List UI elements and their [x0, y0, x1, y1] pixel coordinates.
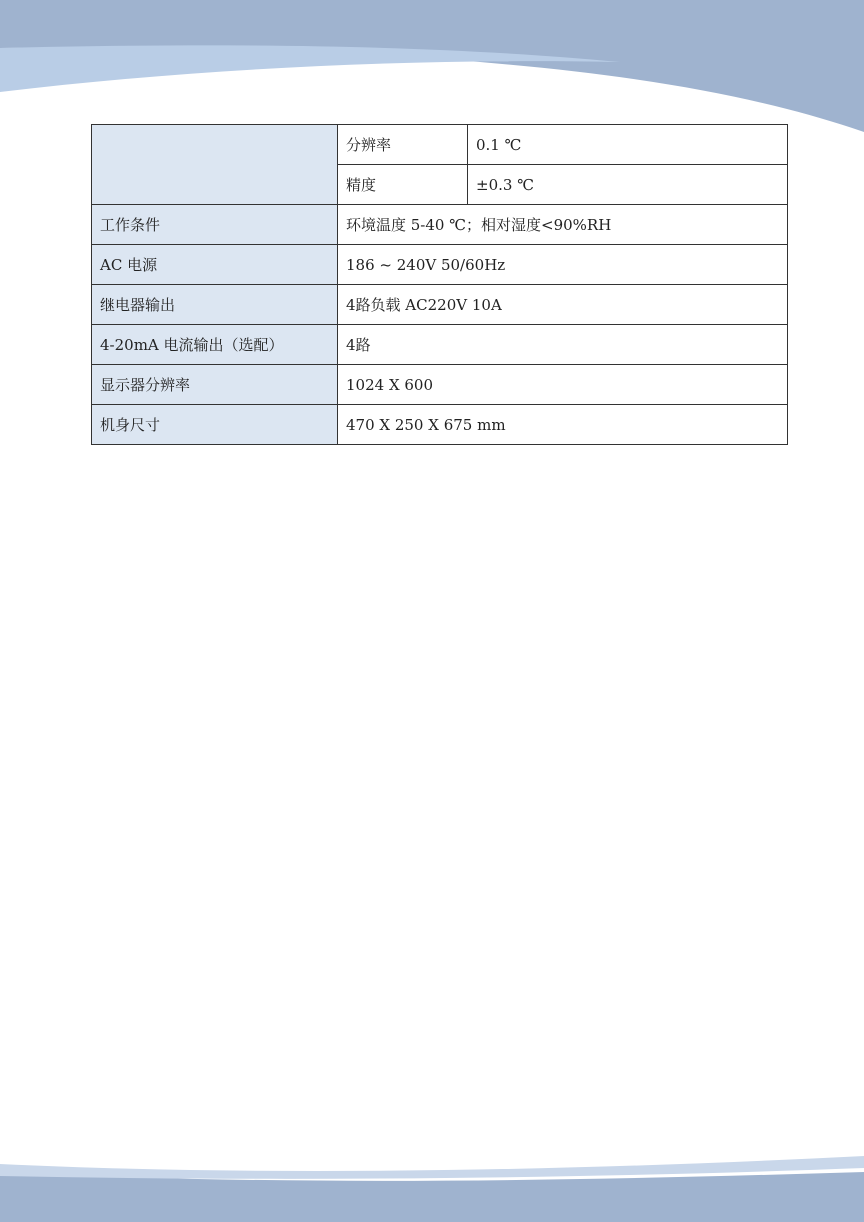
row-value: 环境温度 5-40 ℃；相对湿度<90%RH — [338, 205, 788, 245]
row-value: 186 ~ 240V 50/60Hz — [338, 245, 788, 285]
table-row — [92, 125, 788, 165]
table-row — [92, 365, 788, 405]
table-row — [92, 325, 788, 365]
row-label: 显示器分辨率 — [92, 365, 338, 405]
row-label: 继电器输出 — [92, 285, 338, 325]
row-label: 机身尺寸 — [92, 405, 338, 445]
measurement-label-cell — [92, 125, 338, 205]
row-label: 4-20mA 电流输出（选配） — [92, 325, 338, 365]
table-row — [92, 285, 788, 325]
accuracy-value: ±0.3 ℃ — [468, 165, 788, 205]
row-label: 工作条件 — [92, 205, 338, 245]
row-value: 4路负载 AC220V 10A — [338, 285, 788, 325]
accuracy-label: 精度 — [338, 165, 468, 205]
table-row — [92, 405, 788, 445]
row-value: 470 X 250 X 675 mm — [338, 405, 788, 445]
spec-table — [91, 124, 788, 445]
resolution-label: 分辨率 — [338, 125, 468, 165]
resolution-value: 0.1 ℃ — [468, 125, 788, 165]
footer-wave-decoration — [0, 1142, 864, 1222]
header-wave-decoration — [0, 0, 864, 140]
row-value: 4路 — [338, 325, 788, 365]
table-row — [92, 205, 788, 245]
row-label: AC 电源 — [92, 245, 338, 285]
row-value: 1024 X 600 — [338, 365, 788, 405]
table-row — [92, 245, 788, 285]
